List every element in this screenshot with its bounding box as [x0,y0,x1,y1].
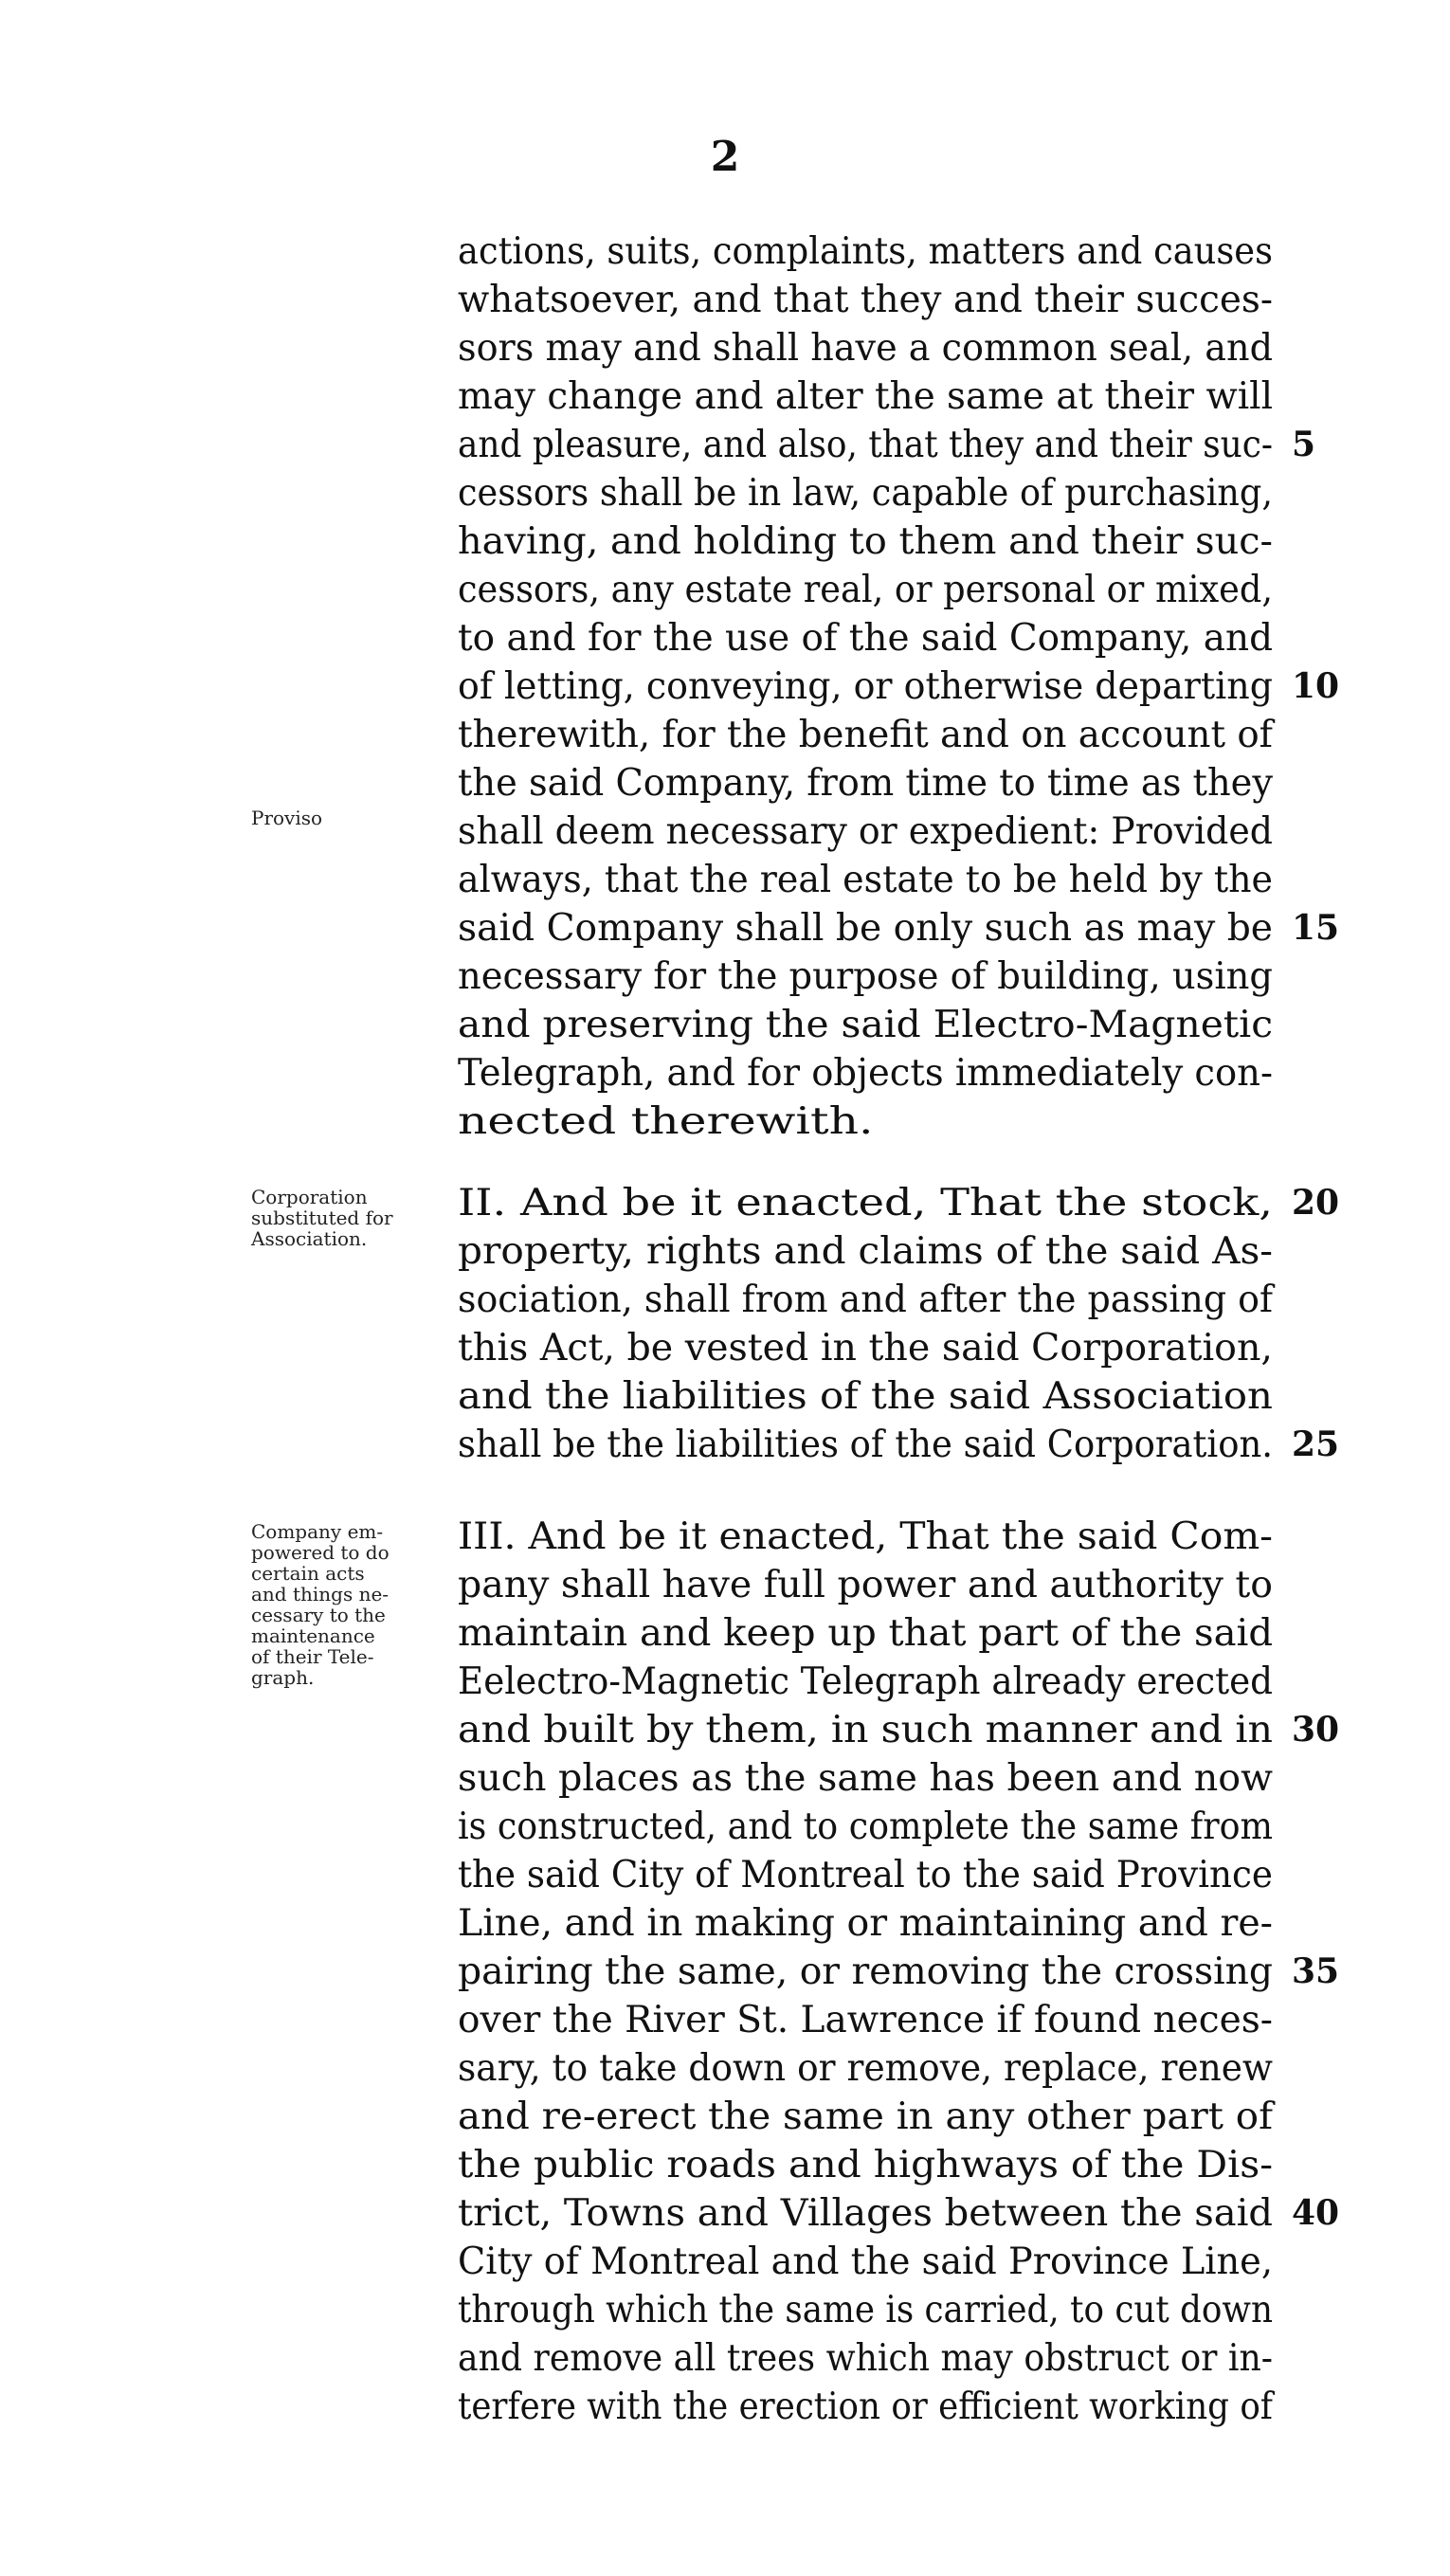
text-line [458,1324,1273,1372]
line-text: of letting, conveying, or otherwise departing [458,665,1273,708]
margin-note-line: of their Tele- [251,1645,374,1668]
section-3-text [458,1513,1340,2431]
text-line [458,1098,1273,1146]
margin-note-line: substituted for [251,1206,393,1229]
line-text: III. And be it enacted, That the said Com- [458,1515,1273,1558]
line-text: to and for the use of the said Company, and [458,617,1273,660]
margin-note-line: Association. [251,1227,368,1250]
text-line [458,856,1273,904]
line-text: Eelectro-Magnetic Telegraph already erected [458,1660,1273,1703]
text-line [458,1706,1340,1754]
text-line [458,1227,1273,1276]
line-text: such places as the same has been and now [458,1757,1273,1800]
text-line [458,1658,1273,1706]
line-text: having, and holding to them and their suc- [458,520,1273,563]
line-text: may change and alter the same at their will [458,375,1273,418]
line-number: 10 [1292,666,1340,706]
line-text: through which the same is carried, to cut down [458,2289,1273,2331]
text-line [458,2286,1273,2334]
line-text: and built by them, in such manner and in [458,1709,1273,1751]
line-text: sary, to take down or remove, replace, renew [458,2047,1273,2090]
text-line [458,1754,1273,1803]
margin-note-line: cessary to the [251,1604,386,1626]
line-text: and remove all trees which may obstruct or in- [458,2337,1273,2380]
line-text: therewith, for the benefit and on account of [458,714,1273,756]
line-text: shall deem necessary or expedient: Provided [458,810,1273,853]
text-line [458,324,1273,372]
line-text: actions, suits, complaints, matters and causes [458,230,1273,273]
text-line [458,1513,1273,1561]
line-text: necessary for the purpose of building, using [458,955,1273,998]
text-line [458,2141,1273,2189]
line-text: and pleasure, and also, that they and their suc- [458,424,1273,466]
line-text: sors may and shall have a common seal, and [458,327,1273,370]
line-text: pany shall have full power and authority to [458,1564,1273,1606]
text-line [458,2044,1273,2093]
line-text: over the River St. Lawrence if found neces- [458,1999,1273,2041]
text-line [458,1609,1273,1658]
text-line [458,421,1316,469]
line-text: and the liabilities of the said Association [458,1375,1273,1418]
line-text: nected therewith. [458,1100,874,1143]
text-line [458,1803,1273,1851]
text-line [458,807,1273,856]
text-line [458,952,1273,1001]
margin-note-proviso [251,807,441,828]
text-line [458,1948,1340,1996]
text-line [458,662,1340,711]
text-line [458,276,1273,324]
text-line [458,2093,1273,2141]
line-text: Line, and in making or maintaining and re- [458,1902,1273,1945]
margin-note-line: powered to do [251,1541,390,1564]
line-number: 25 [1292,1424,1340,1464]
margin-note-line: graph. [251,1666,315,1689]
margin-note-line: Proviso [251,807,323,829]
margin-note-company [251,1521,441,1688]
text-line [458,469,1273,517]
line-text: is constructed, and to complete the same from [458,1805,1273,1848]
line-text: the said Company, from time to time as they [458,762,1273,805]
line-number: 15 [1292,908,1340,948]
text-line [458,1996,1273,2044]
line-text: and preserving the said Electro-Magnetic [458,1004,1273,1046]
text-line [458,517,1273,566]
line-text: City of Montreal and the said Province Line, [458,2240,1273,2283]
text-line [458,759,1273,807]
margin-note-line: Corporation [251,1186,368,1208]
text-line [458,1372,1273,1421]
text-line [458,2383,1273,2431]
line-text: maintain and keep up that part of the said [458,1612,1273,1655]
text-line [458,1276,1273,1324]
text-line [458,1561,1273,1609]
page-number: 2 [710,133,740,181]
line-text: II. And be it enacted, That the stock, [458,1182,1273,1225]
line-text: the public roads and highways of the Dis- [458,2144,1273,2186]
text-line [458,711,1273,759]
line-text: sociation, shall from and after the passing of [458,1279,1273,1321]
line-text: property, rights and claims of the said As- [458,1230,1273,1273]
text-line [458,1001,1273,1049]
line-text: the said City of Montreal to the said Province [458,1854,1273,1896]
text-line [458,1899,1273,1948]
text-line [458,2334,1273,2383]
line-number: 35 [1292,1951,1340,1991]
margin-note-line: certain acts [251,1562,365,1585]
line-number: 40 [1292,2193,1340,2233]
margin-note-corporation [251,1187,441,1249]
text-line [458,1421,1340,1469]
line-text: pairing the same, or removing the crossing [458,1950,1273,1993]
section-2-text [458,1179,1340,1469]
text-line [458,614,1273,662]
text-line [458,1049,1273,1098]
line-text: terfere with the erection or efficient working of [458,2386,1273,2428]
section-1-text [458,227,1340,1146]
text-line [458,904,1340,952]
line-text: Telegraph, and for objects immediately con- [458,1052,1273,1095]
text-line [458,372,1273,421]
line-text: always, that the real estate to be held by the [458,859,1273,901]
line-text: and re-erect the same in any other part of [458,2095,1273,2138]
line-number: 20 [1292,1183,1340,1223]
text-line [458,227,1273,276]
text-line [458,566,1273,614]
margin-note-line: and things ne- [251,1583,390,1605]
line-text: cessors, any estate real, or personal or mixed, [458,569,1273,611]
line-text: said Company shall be only such as may be [458,907,1273,950]
text-line [458,1851,1273,1899]
line-text: cessors shall be in law, capable of purchasing, [458,472,1273,515]
line-text: trict, Towns and Villages between the said [458,2192,1273,2235]
line-text: this Act, be vested in the said Corporation, [458,1327,1273,1370]
text-line [458,2189,1340,2238]
line-text: whatsoever, and that they and their succes- [458,279,1273,321]
line-text: shall be the liabilities of the said Corporation. [458,1424,1273,1466]
margin-note-line: maintenance [251,1624,375,1647]
line-number: 30 [1292,1710,1340,1750]
margin-note-line: Company em- [251,1520,384,1543]
line-number: 5 [1292,425,1316,464]
text-line [458,1179,1340,1227]
text-line [458,2238,1273,2286]
